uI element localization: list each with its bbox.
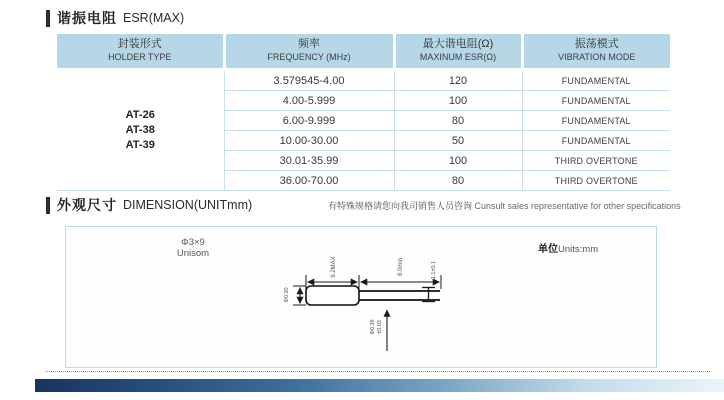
mode-cell: FUNDAMENTAL xyxy=(522,91,670,111)
section-title-dimension xyxy=(46,195,252,215)
lead-diameter-label: Φ0.38 xyxy=(370,319,376,335)
package-sub: Unisom xyxy=(176,248,210,259)
header-en: MAXINUM ESR(Ω) xyxy=(419,52,497,62)
footer-gradient-bar xyxy=(35,379,724,392)
col-header-vibration-mode xyxy=(522,34,670,70)
header-zh: 振荡模式 xyxy=(574,38,619,50)
unit-label xyxy=(538,240,598,255)
frequency-cell: 4.00-5.999 xyxy=(224,91,394,111)
package-size: Φ3×9 xyxy=(181,237,205,248)
lead-spacing-label: 1.1±0.1 xyxy=(431,260,437,280)
header-en: FREQUENCY (MHz) xyxy=(267,52,351,62)
col-header-holder-type xyxy=(57,34,224,70)
header-zh: 频率 xyxy=(298,38,320,50)
header-zh: 最大谐电阻(Ω) xyxy=(422,38,494,50)
title-bar-mark xyxy=(46,10,50,27)
mode-cell: THIRD OVERTONE xyxy=(522,171,670,191)
crystal-body xyxy=(306,286,359,305)
holder-type: AT-39 xyxy=(125,139,155,151)
package-label xyxy=(158,237,228,259)
table-row xyxy=(57,70,670,91)
lead-diameter-tolerance-label: ±0.03 xyxy=(377,320,383,334)
mode-cell: FUNDAMENTAL xyxy=(522,70,670,91)
mode-cell: FUNDAMENTAL xyxy=(522,111,670,131)
frequency-cell: 30.01-35.99 xyxy=(224,151,394,171)
note-zh: 有特殊规格请您向我司销售人员咨询 xyxy=(328,201,473,211)
esr-cell: 100 xyxy=(394,91,522,111)
frequency-cell: 3.579545-4.00 xyxy=(224,70,394,91)
esr-cell: 120 xyxy=(394,70,522,91)
frequency-cell: 10.00-30.00 xyxy=(224,131,394,151)
unit-en: Units:mm xyxy=(558,244,599,255)
holder-type: AT-38 xyxy=(125,124,155,136)
holder-type-cell xyxy=(57,70,224,191)
dimension-title-en: DIMENSION(UNITmm) xyxy=(123,198,253,212)
body-diameter-label: Φ0.30 xyxy=(284,287,290,303)
title-bar-mark xyxy=(46,197,50,214)
unit-zh: 单位 xyxy=(538,244,558,255)
table-header-row xyxy=(57,34,670,70)
section-title-esr xyxy=(46,8,184,28)
dimension-panel xyxy=(65,226,657,368)
mode-cell: THIRD OVERTONE xyxy=(522,151,670,171)
mode-cell: FUNDAMENTAL xyxy=(522,131,670,151)
esr-cell: 80 xyxy=(394,171,522,191)
special-spec-note xyxy=(328,199,681,212)
esr-cell: 50 xyxy=(394,131,522,151)
col-header-max-esr xyxy=(394,34,522,70)
header-en: HOLDER TYPE xyxy=(108,52,172,62)
esr-cell: 80 xyxy=(394,111,522,131)
frequency-cell: 36.00-70.00 xyxy=(224,171,394,191)
note-en: Cunsult sales representative for other specifications xyxy=(474,201,681,211)
header-en: VIBRATION MODE xyxy=(558,52,636,62)
esr-title-zh: 谐振电阻 xyxy=(57,10,117,26)
body-length-label: 9.2MAX xyxy=(331,256,337,278)
lead-length-label: 8.0min xyxy=(398,257,404,277)
esr-title-en: ESR(MAX) xyxy=(123,11,185,25)
header-zh: 封装形式 xyxy=(117,38,162,50)
esr-cell: 100 xyxy=(394,151,522,171)
footer-dotted-divider xyxy=(45,371,710,372)
esr-table xyxy=(57,34,670,191)
crystal-dimension-drawing xyxy=(276,249,476,363)
frequency-cell: 6.00-9.999 xyxy=(224,111,394,131)
holder-type: AT-26 xyxy=(125,109,155,121)
dimension-title-zh: 外观尺寸 xyxy=(57,197,117,213)
col-header-frequency xyxy=(224,34,394,70)
